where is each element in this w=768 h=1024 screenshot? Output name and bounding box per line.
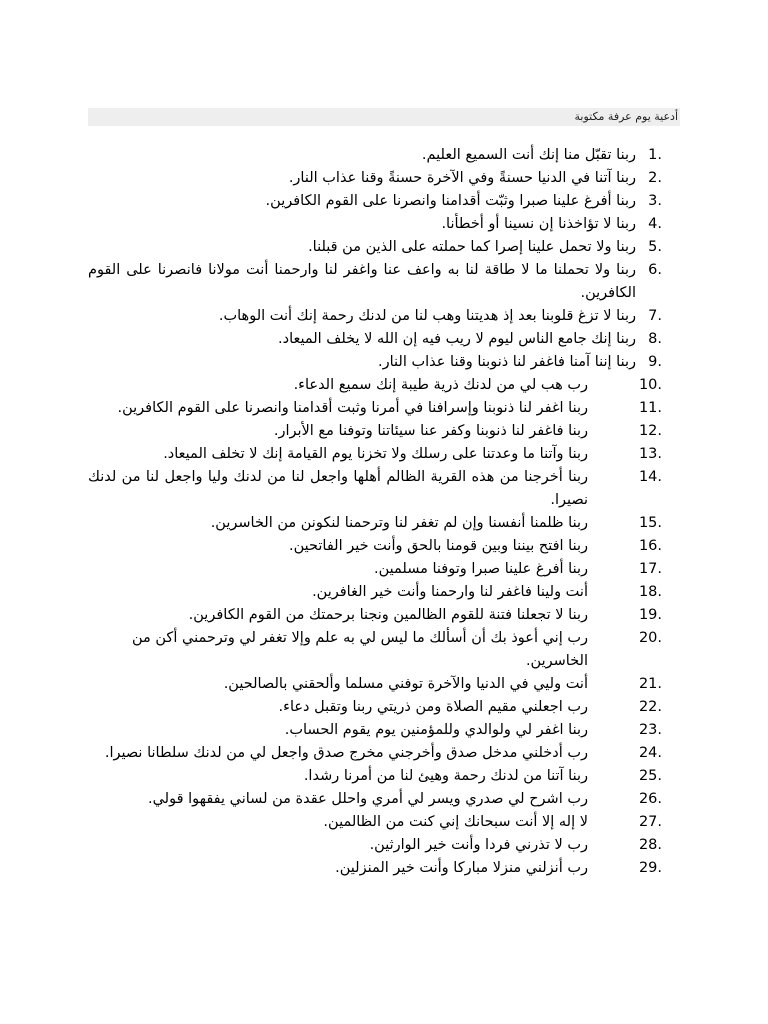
list-item (88, 466, 662, 512)
item-number: 17. (638, 561, 662, 577)
item-number: 21. (638, 676, 662, 692)
item-number: 20. (638, 630, 662, 646)
list-item (88, 834, 662, 857)
item-text: رب هب لي من لدنك ذرية طيبة إنك سميع الدعاء. (293, 377, 588, 393)
list-item (88, 236, 662, 259)
item-text: ربنا أفرغ علينا صبرا وثبّت أقدامنا وانصرنا على القوم الكافرين. (265, 193, 636, 209)
list-item (88, 604, 662, 627)
item-text: ربنا ولا تحمل علينا إصرا كما حملته على الذين من قبلنا. (308, 239, 636, 255)
item-text: ربنا ولا تحملنا ما لا طاقة لنا به واعف عنا واغفر لنا وارحمنا أنت مولانا فانصرنا على القوم الكافرين. (88, 262, 636, 301)
item-text: ربنا إننا آمنا فاغفر لنا ذنوبنا وقنا عذاب النار. (378, 354, 636, 370)
list-item (88, 719, 662, 742)
list-item (88, 512, 662, 535)
item-number: 8. (648, 331, 662, 347)
item-text: ربنا لا تجعلنا فتنة للقوم الظالمين ونجنا برحمتك من القوم الكافرين. (188, 607, 588, 623)
document-header (88, 108, 680, 126)
item-text: رب أنزلني منزلا مباركا وأنت خير المنزلين. (335, 860, 588, 876)
document-title: أدعية يوم عرفة مكتوبة (574, 110, 678, 123)
list-item (88, 627, 662, 673)
item-text: ربنا آتنا في الدنيا حسنةً وفي الآخرة حسنةً وقنا عذاب النار. (288, 170, 636, 186)
item-number: 2. (648, 170, 662, 186)
item-number: 14. (638, 469, 662, 485)
item-text: ربنا ظلمنا أنفسنا وإن لم تغفر لنا وترحمنا لنكونن من الخاسرين. (210, 515, 588, 531)
item-text: ربنا فاغفر لنا ذنوبنا وكفر عنا سيئاتنا وتوفنا مع الأبرار. (273, 423, 588, 439)
list-item (88, 351, 662, 374)
item-text: رب لا تذرني فردا وأنت خير الوارثين. (369, 837, 588, 853)
item-text: ربنا إنك جامع الناس ليوم لا ريب فيه إن الله لا يخلف الميعاد. (278, 331, 636, 347)
item-number: 4. (648, 216, 662, 232)
list-item (88, 213, 662, 236)
list-item (88, 857, 662, 880)
item-number: 15. (638, 515, 662, 531)
list-item (88, 167, 662, 190)
item-number: 13. (638, 446, 662, 462)
item-number: 12. (638, 423, 662, 439)
item-number: 24. (638, 745, 662, 761)
item-text: ربنا لا تؤاخذنا إن نسينا أو أخطأنا. (441, 216, 636, 232)
list-item (88, 788, 662, 811)
dua-list (88, 144, 662, 880)
list-item (88, 443, 662, 466)
list-item (88, 673, 662, 696)
item-number: 6. (648, 262, 662, 278)
item-number: 1. (648, 147, 662, 163)
item-number: 25. (638, 768, 662, 784)
list-item (88, 328, 662, 351)
item-number: 5. (648, 239, 662, 255)
item-number: 19. (638, 607, 662, 623)
list-item (88, 765, 662, 788)
item-number: 3. (648, 193, 662, 209)
item-text: رب أدخلني مدخل صدق وأخرجني مخرج صدق واجعل لي من لدنك سلطانا نصيرا. (104, 745, 588, 761)
item-text: ربنا اغفر لي ولوالدي وللمؤمنين يوم يقوم الحساب. (284, 722, 588, 738)
list-item (88, 696, 662, 719)
item-text: ربنا أفرغ علينا صبرا وتوفنا مسلمين. (374, 561, 588, 577)
list-item (88, 581, 662, 604)
item-number: 18. (638, 584, 662, 600)
list-item (88, 397, 662, 420)
item-text: رب اجعلني مقيم الصلاة ومن ذريتي ربنا وتقبل دعاء. (278, 699, 588, 715)
item-text: ربنا اغفر لنا ذنوبنا وإسرافنا في أمرنا وثبت أقدامنا وانصرنا على القوم الكافرين. (117, 400, 588, 416)
list-item (88, 811, 662, 834)
item-number: 22. (638, 699, 662, 715)
item-number: 10. (638, 377, 662, 393)
item-text: أنت وليي في الدنيا والآخرة توفني مسلما وألحقني بالصالحين. (223, 676, 588, 692)
list-item (88, 558, 662, 581)
item-number: 11. (638, 400, 662, 416)
item-number: 7. (648, 308, 662, 324)
item-text: أنت ولينا فاغفر لنا وارحمنا وأنت خير الغافرين. (312, 584, 588, 600)
item-number: 16. (638, 538, 662, 554)
item-text: ربنا أخرجنا من هذه القرية الظالم أهلها واجعل لنا من لدنك وليا واجعل لنا من لدنك نصيرا. (88, 469, 588, 508)
item-text: رب إني أعوذ بك أن أسألك ما ليس لي به علم وإلا تغفر لي وترحمني أكن من الخاسرين. (131, 630, 588, 669)
list-item (88, 420, 662, 443)
item-number: 29. (638, 860, 662, 876)
list-item (88, 259, 662, 305)
item-text: لا إله إلا أنت سبحانك إني كنت من الظالمين. (323, 814, 588, 830)
item-number: 9. (648, 354, 662, 370)
list-item (88, 144, 662, 167)
item-number: 28. (638, 837, 662, 853)
item-number: 26. (638, 791, 662, 807)
list-item (88, 742, 662, 765)
item-text: رب اشرح لي صدري ويسر لي أمري واحلل عقدة من لساني يفقهوا قولي. (147, 791, 588, 807)
list-item (88, 374, 662, 397)
list-item (88, 305, 662, 328)
item-number: 27. (638, 814, 662, 830)
item-text: ربنا افتح بيننا وبين قومنا بالحق وأنت خير الفاتحين. (289, 538, 588, 554)
item-text: ربنا آتنا من لدنك رحمة وهيئ لنا من أمرنا رشدا. (303, 768, 588, 784)
item-number: 23. (638, 722, 662, 738)
item-text: ربنا لا تزغ قلوبنا بعد إذ هديتنا وهب لنا من لدنك رحمة إنك أنت الوهاب. (218, 308, 636, 324)
item-text: ربنا تقبّل منا إنك أنت السميع العليم. (421, 147, 636, 163)
list-item (88, 190, 662, 213)
list-item (88, 535, 662, 558)
item-text: ربنا وآتنا ما وعدتنا على رسلك ولا تخزنا يوم القيامة إنك لا تخلف الميعاد. (163, 446, 588, 462)
